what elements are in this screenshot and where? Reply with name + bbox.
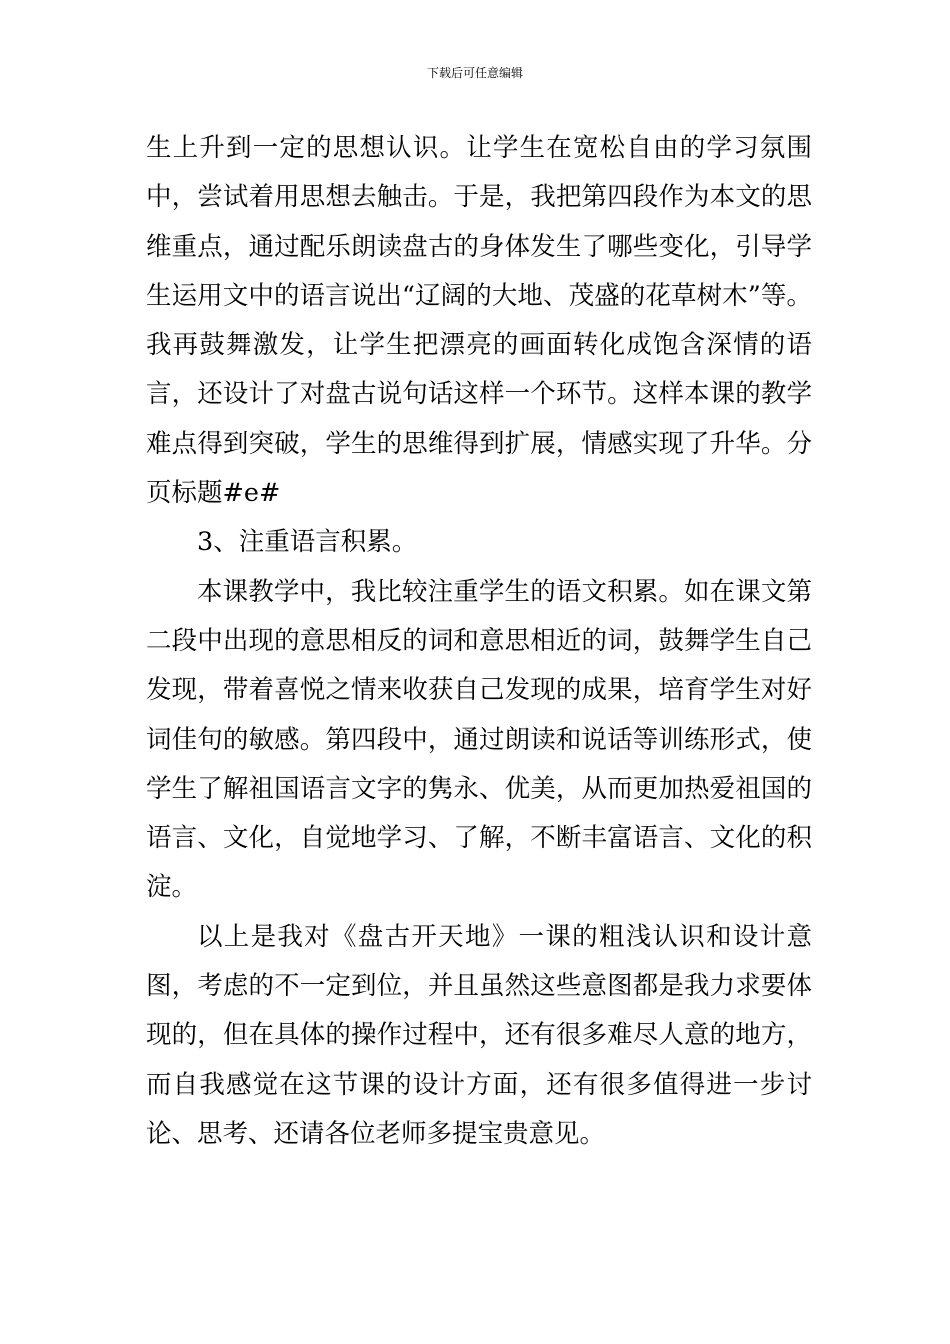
header-note: 下载后可任意编辑 bbox=[426, 66, 523, 80]
section-heading-3: 3、注重语言积累。 bbox=[197, 527, 418, 558]
paragraph-continuation: 生上升到一定的思想认识。让学生在宽松自由的学习氛围中，尝试着用思想去触击。于是，我把第四段作为本文的思维重点，通过配乐朗读盘古的身体发生了哪些变化，引导学生运用文中的语言说出“辽阔的大地、茂盛的花草树木”等。我再鼓舞激发，让学生把漂亮的画面转化成饱含深情的语言，还设计了对盘古说句话这样一个环节。这样本课的教学难点得到突破，学生的思维得到扩展，情感实现了升华。分页标题#e# bbox=[146, 133, 812, 509]
paragraph-language-accumulation: 本课教学中，我比较注重学生的语文积累。如在课文第二段中出现的意思相反的词和意思相近的词，鼓舞学生自己发现，带着喜悦之情来收获自己发现的成果，培育学生对好词佳句的敏感。第四段中，通过朗读和说话等训练形式，使学生了解祖国语言文字的隽永、优美，从而更加热爱祖国的语言、文化，自觉地学习、了解，不断丰富语言、文化的积淀。 bbox=[146, 576, 812, 903]
document-body bbox=[146, 124, 812, 1159]
paragraph-conclusion: 以上是我对《盘古开天地》一课的粗浅认识和设计意图，考虑的不一定到位，并且虽然这些意图都是我力求要体现的，但在具体的操作过程中，还有很多难尽人意的地方，而自我感觉在这节课的设计方面，还有很多值得进一步讨论、思考、还请各位老师多提宝贵意见。 bbox=[146, 921, 812, 1149]
